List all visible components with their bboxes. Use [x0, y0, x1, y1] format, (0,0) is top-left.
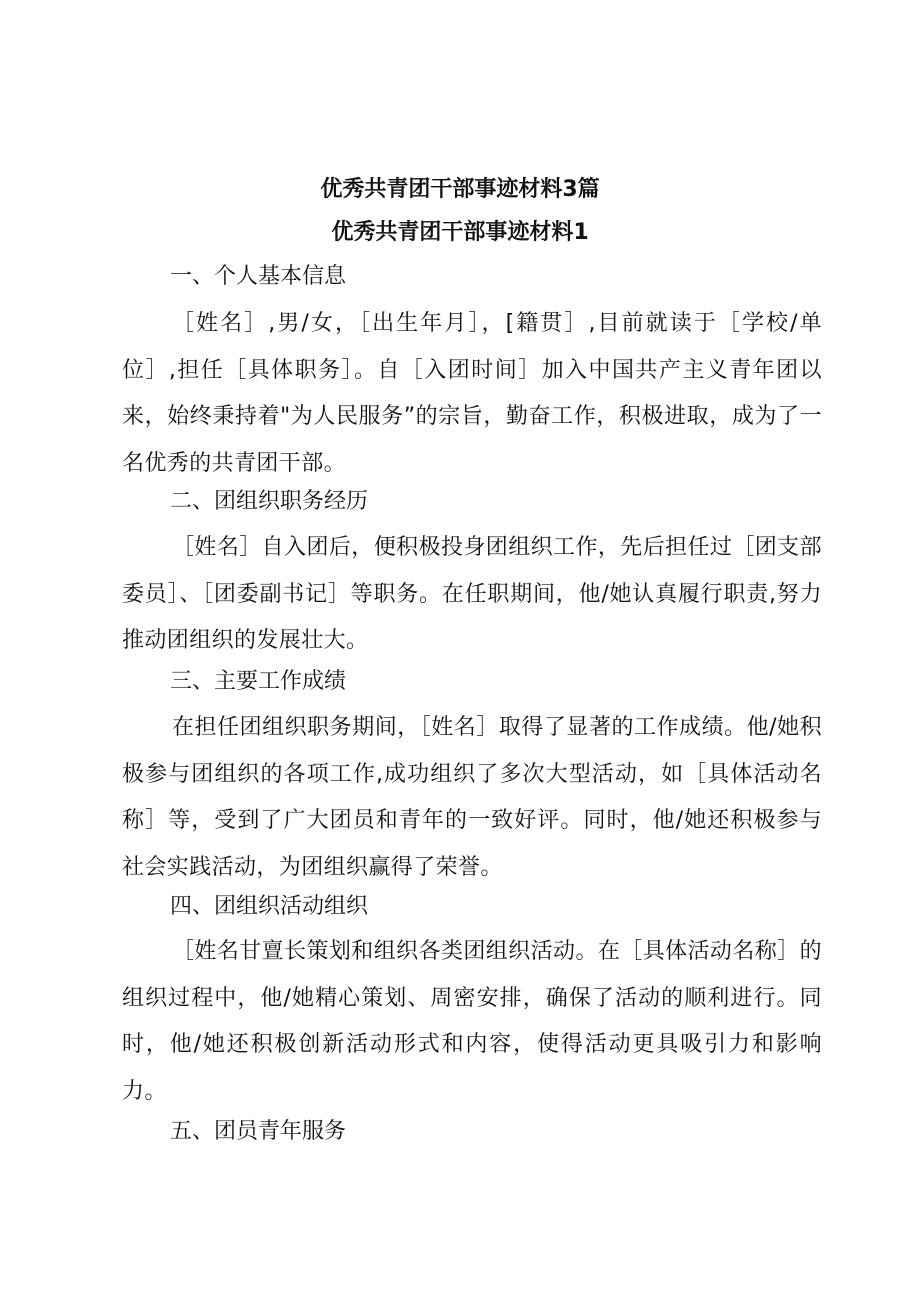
section-heading-achievements: 三、主要工作成绩 [170, 669, 347, 694]
section-heading-basic-info: 一、个人基本信息 [170, 264, 347, 289]
section-text-basic-info: ［姓名］,男/女，［出生年月］，[籍贯］,目前就读于［学校/单位］,担任［具体职务］。自［入团时间］加入中国共产主义青年团以来，始终秉持着"为人民服务”的宗旨，勤奋工作，积极进取，成为了一名优秀的共青团干部。 [122, 311, 822, 476]
section-heading-activities: 四、团组织活动组织 [170, 894, 369, 919]
sub-title: 优秀共青团干部事迹材料1 [331, 220, 589, 245]
section-text-activities: ［姓名甘亶长策划和组织各类团组织活动。在［具体活动名称］的组织过程中，他/她精心策划、周密安排，确保了活动的顺利进行。同时，他/她还积极创新活动形式和内容，使得活动更具吸引力和影响力。 [122, 939, 822, 1104]
section-heading-service: 五、团员青年服务 [170, 1119, 347, 1144]
section-text-positions: ［姓名］自入团后，便积极投身团组织工作，先后担任过［团支部委员］、［团委副书记］等职务。在任职期间，他/她认真履行职责,努力推动团组织的发展壮大。 [122, 535, 822, 653]
section-text-achievements: 在担任团组织职务期间，［姓名］取得了显著的工作成绩。他/她积极参与团组织的各项工作,成功组织了多次大型活动，如［具体活动名称］等，受到了广大团员和青年的一致好评。同时，他/她还积极参与社会实践活动，为团组织赢得了荣誉。 [122, 715, 822, 880]
main-title: 优秀共青团干部事迹材料3篇 [320, 177, 600, 202]
section-heading-positions: 二、团组织职务经历 [170, 489, 369, 514]
